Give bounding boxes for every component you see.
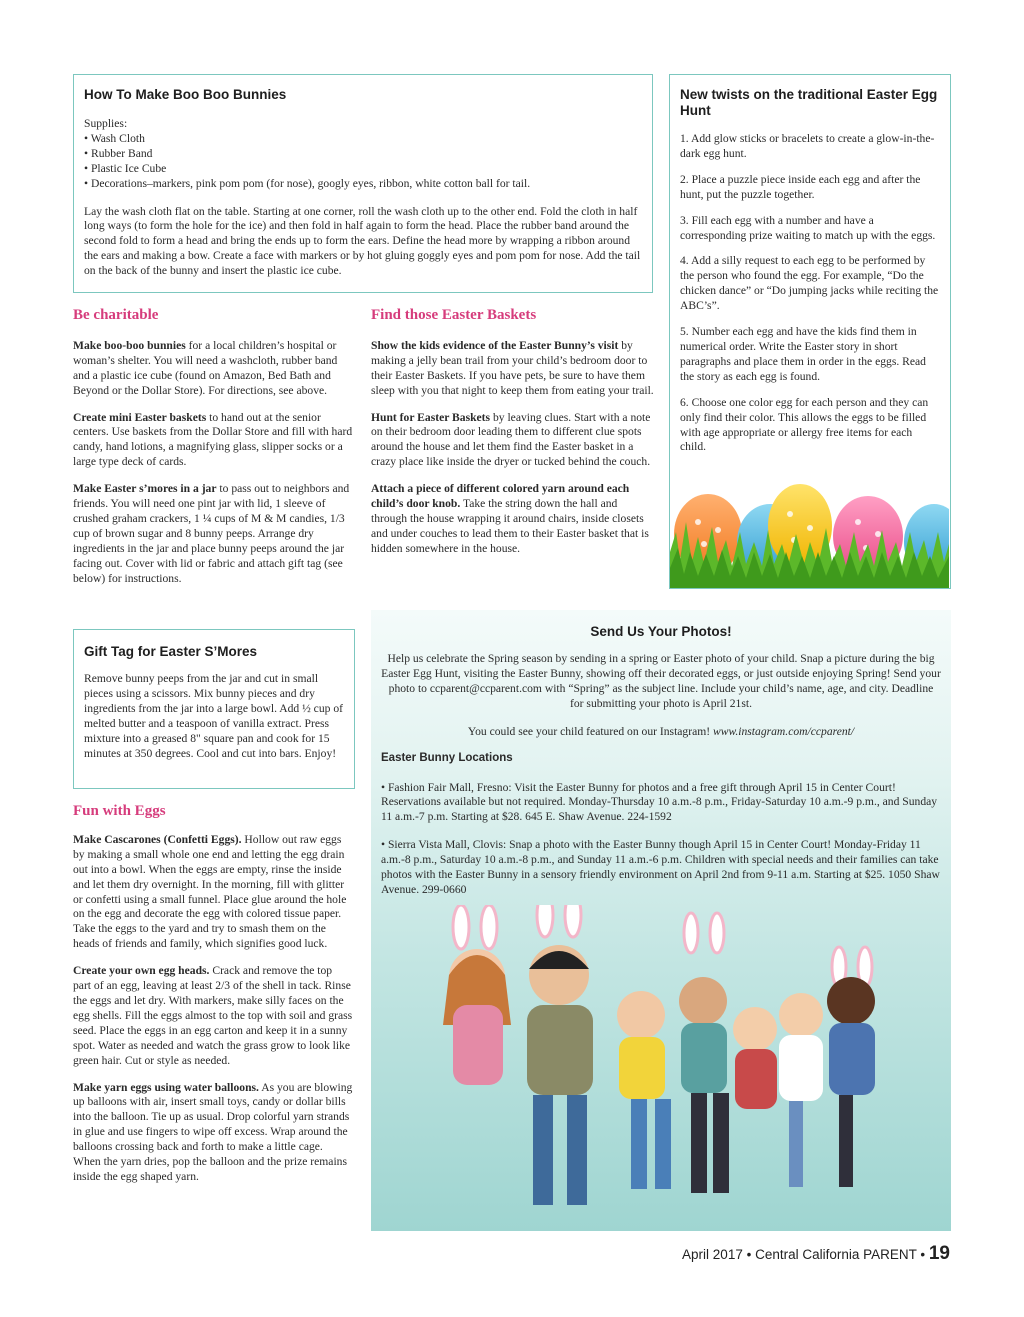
children-bunny-ears-photo [441,905,881,1231]
send-photos-body: Help us celebrate the Spring season by sending in a spring or Easter photo of your child. Snap a picture during the big Easter Egg Hunt, visiting the Easter Bunny, showing off their decorated eggs, or just outside enjoying Spring! Send your photo to ccparent@ccparent.com with “Spring” as the subject line. Include your child’s name, age, and city. Deadline for submitting your photo is April 21st. [381,652,941,710]
instagram-link[interactable]: www.instagram.com/ccparent/ [713,724,855,738]
eggs-paragraph-3: Make yarn eggs using water balloons. As you are blowing up balloons with air, insert small toys, candy or dollar bills into the balloon. Tie up as usual. Drop colorful yarn strands in glue and use fingers to wipe off excess. Wrap around the balloons crossing back and forth to make a little cage. When the yarn dries, pop the balloon and the prize remains inside the egg shaped yarn. [73,1080,353,1183]
fun-with-eggs-heading: Fun with Eggs [73,803,166,819]
baskets-paragraph-1: Show the kids evidence of the Easter Bunny’s visit by making a jelly bean trail from your child’s bedroom door to their Easter Baskets. If you have pets, be sure to have them sleep with you that night to keep them from eating your trail. [371,338,654,397]
list-item: 4. Add a silly request to each egg to be performed by the person who found the egg. For example, “Do the chicken dance” or “Do jumping jacks while reciting the ABC’s”. [680,254,939,313]
list-item: • Wash Cloth [84,131,145,145]
list-item: 1. Add glow sticks or bracelets to create a glow-in-the-dark egg hunt. [680,132,935,160]
list-item: • Decorations–markers, pink pom pom (for nose), googly eyes, ribbon, white cotton ball for tail. [84,176,531,190]
location-sierra-vista: • Sierra Vista Mall, Clovis: Snap a photo with the Easter Bunny though April 15 in Center Court! Monday-Friday 11 a.m.-8 p.m., Saturday 10 a.m.-8 p.m., and Sunday 11 a.m.-6 p.m. Children with special needs and their families can take photos with the Easter Bunny in a sensory friendly environment on April 2nd from 9-11 a.m. Starting at $25. 1050 Shaw Avenue. 299-0660 [381,838,940,896]
page-number: 19 [928,1243,950,1264]
footer-text: April 2017 • Central California PARENT • [682,1247,929,1262]
baskets-paragraph-2: Hunt for Easter Baskets by leaving clues. Start with a note on their bedroom door leading them to different clue spots around the house and let them find the Easter basket in a crazy place like inside the dryer or tucked behind the couch. [371,410,651,469]
gift-tag-title: Gift Tag for Easter S’Mores [84,644,258,659]
page-footer [682,1243,950,1265]
send-photos-panel [371,610,951,1231]
charitable-paragraph-3: Make Easter s’mores in a jar to pass out to neighbors and friends. You will need one pint jar with lid, 1 sleeve of crushed graham crackers, 1 ¼ cups of M & M candies, 1/3 cup of brown sugar and 8 bunny peeps. Arrange dry ingredients in the jar and place bunny peeps around the jar facing out. Cover with lid or fabric and attach gift tag (see below) for instructions. [73,482,350,585]
easter-baskets-section [371,308,655,569]
gift-tag-box [73,629,355,789]
location-fashion-fair: • Fashion Fair Mall, Fresno: Visit the Easter Bunny for photos and a free gift through April 15 in Center Court! Reservations available but not required. Monday-Thursday 10 a.m.-8 p.m., Friday-Saturday 10 a.m.-9 p.m., and Sunday 11 a.m.-7 p.m. Starting at $28. 645 E. Shaw Avenue. 224-1592 [381,780,938,824]
eggs-paragraph-2: Create your own egg heads. Crack and remove the top part of an egg, leaving at least 2/3 of the shell in tack. Rinse the eggs and let dry. With markers, make silly faces on the egg shells. Fill the eggs almost to the top with soil and grass seed. Place the eggs in an egg carton and keep it in a sunny spot. Water as needed and watch the grass grow to look like green hair. Cut or style as needed. [73,964,353,1067]
bunny-ears-icon [453,905,872,987]
charitable-paragraph-2: Create mini Easter baskets to hand out at the senior centers. Use baskets from the Dollar Store and fill with hard candy, hand lotions, a magnifying glass, slipper socks or a large type deck of cards. [73,410,353,469]
boo-boo-bunnies-title: How To Make Boo Boo Bunnies [84,87,287,102]
supplies-list [84,132,642,192]
easter-baskets-heading: Find those Easter Baskets [371,307,537,323]
list-item: 2. Place a puzzle piece inside each egg and after the hunt, put the puzzle together. [680,172,921,201]
boo-boo-bunnies-box [73,74,653,293]
list-item: 5. Number each egg and have the kids find them in numerical order. Write the Easter story in short paragraphs and place them in order in the eggs. Read the story as each egg is found. [680,325,926,383]
locations-heading: Easter Bunny Locations [381,751,513,764]
eggs-paragraph-1: Make Cascarones (Confetti Eggs). Hollow out raw eggs by making a small whole one end and letting the egg drain out into a bowl. When the eggs are empty, rinse the inside and let them dry overnight. In the morning, fill with glitter or confetti using a small funnel. Place glue around the hole on the egg and decorate the egg with colored tissue paper. Take the eggs to the yard and try to smash them on the heads of friends and family, which signifies good luck. [73,832,347,951]
list-item: 3. Fill each egg with a number and have a corresponding prize waiting to match up with the eggs. [680,213,936,242]
gift-tag-body: Remove bunny peeps from the jar and cut in small pieces using a scissors. Mix bunny pieces and dry ingredients from the jar into a large bowl. Add ½ cup of melted butter and a teaspoon of vanilla extract. Press mixture into a greased 8" square pan and cook for 15 minutes at 350 degrees. Cool and cut into bars. Enjoy! [84,672,343,760]
easter-eggs-grass-illustration [670,482,949,588]
list-item: 6. Choose one color egg for each person and they can only find their color. This allows the eggs to be filled with age appropriate or allergy free items for each child. [680,395,929,454]
list-item: • Rubber Band [84,146,153,160]
boo-boo-instructions: Lay the wash cloth flat on the table. Starting at one corner, roll the wash cloth up to the other end. Fold the cloth in half long ways (to form the hole for the ice) and then fold in half again to form the head. Place the rubber band around the second fold to form a head and bring the ends up to form the ears. Define the head more by wrapping a ribbon around the ears and making a bow. Create a face with markers or by hot gluing goggly eyes and pom pom for nose. Add the tail on the back of the bunny and insert the plastic ice cube. [84,204,641,278]
fun-with-eggs-section [73,804,353,1197]
supplies-label: Supplies: [84,117,128,130]
be-charitable-heading: Be charitable [73,307,159,323]
be-charitable-section [73,308,353,599]
charitable-paragraph-1: Make boo-boo bunnies for a local children’s hospital or woman’s shelter. You will need a washcloth, rubber band and a plastic ice cube (found on Amazon, Bed Bath and Beyond or the Dollar Store). For directions, see above. [73,338,338,397]
baskets-paragraph-3: Attach a piece of different colored yarn around each child’s door knob. Take the string down the hall and through the house wrapping it around chairs, inside closets and under couches to lead them to their Easter basket that is hidden somewhere in the house. [371,482,649,555]
send-photos-title: Send Us Your Photos! [590,624,732,639]
instagram-line: You could see your child featured on our Instagram! www.instagram.com/ccparent/ [467,724,855,738]
children-group [443,945,875,1205]
egg-hunt-twists-box [669,74,951,589]
egg-hunt-twists-title: New twists on the traditional Easter Egg Hunt [680,87,938,118]
list-item: • Plastic Ice Cube [84,161,167,175]
